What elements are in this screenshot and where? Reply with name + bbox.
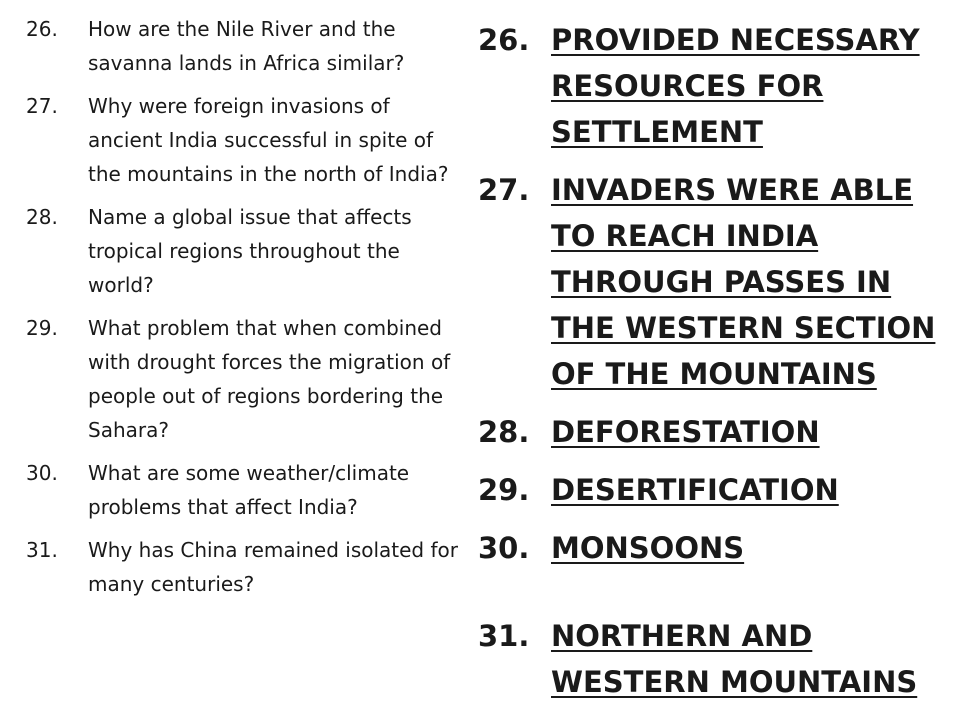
questions-list: [26, 12, 466, 610]
answer-item: [478, 17, 948, 155]
answer-item: [478, 167, 948, 397]
answer-text: NORTHERN AND WESTERN MOUNTAINS: [551, 619, 918, 699]
question-item: [26, 311, 466, 447]
answer-text: INVADERS WERE ABLE TO REACH INDIA THROUGH PASSES IN THE WESTERN SECTION OF THE MOUNTAINS: [551, 173, 936, 391]
question-item: [26, 533, 466, 601]
answer-number: 30.: [478, 531, 530, 565]
question-text: Why has China remained isolated for many centuries?: [88, 538, 458, 596]
answers-list: [478, 17, 948, 717]
question-item: [26, 456, 466, 524]
answer-item: [478, 409, 948, 455]
question-number: 31.: [26, 538, 58, 562]
answer-item: [478, 525, 948, 571]
answer-number: 28.: [478, 415, 530, 449]
answer-text: PROVIDED NECESSARY RESOURCES FOR SETTLEMENT: [551, 23, 920, 149]
answer-text: DEFORESTATION: [551, 415, 820, 449]
answer-text: MONSOONS: [551, 531, 745, 565]
question-number: 29.: [26, 316, 58, 340]
question-text: Name a global issue that affects tropical regions throughout the world?: [88, 205, 412, 297]
question-number: 27.: [26, 94, 58, 118]
answer-number: 29.: [478, 473, 530, 507]
question-text: Why were foreign invasions of ancient India successful in spite of the mountains in the north of India?: [88, 94, 449, 186]
answer-number: 26.: [478, 23, 530, 57]
answer-item: [478, 613, 948, 705]
question-text: How are the Nile River and the savanna lands in Africa similar?: [88, 17, 405, 75]
answer-number: 31.: [478, 619, 530, 653]
question-item: [26, 200, 466, 302]
question-number: 28.: [26, 205, 58, 229]
answer-number: 27.: [478, 173, 530, 207]
question-number: 26.: [26, 17, 58, 41]
answer-item: [478, 467, 948, 513]
question-item: [26, 89, 466, 191]
answer-text: DESERTIFICATION: [551, 473, 839, 507]
question-number: 30.: [26, 461, 58, 485]
question-item: [26, 12, 466, 80]
question-text: What are some weather/climate problems that affect India?: [88, 461, 410, 519]
question-text: What problem that when combined with drought forces the migration of people out of regions bordering the Sahara?: [88, 316, 451, 442]
